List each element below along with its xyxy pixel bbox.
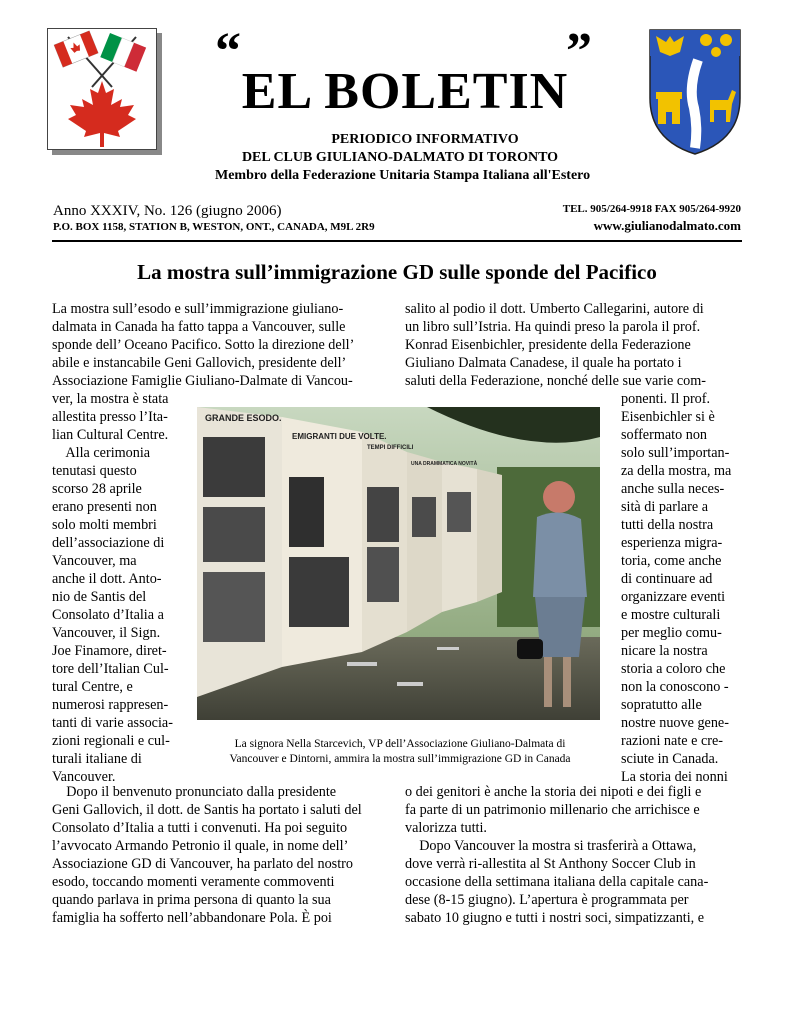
text-line: Consolato d’Italia a — [52, 607, 164, 623]
open-quote: “ — [215, 23, 241, 80]
caption-line: La signora Nella Starcevich, VP dell’Associazione Giuliano-Dalmata di — [234, 738, 566, 750]
text-line: sponde dell’ Oceano Pacifico. Sotto la direzione dell’ — [52, 337, 355, 353]
text-line: Vancouver. — [52, 769, 116, 785]
text-line: occasione della settimana italiana della capitale cana- — [405, 874, 709, 890]
text-line: Vancouver, il Sign. — [52, 625, 161, 641]
text-line: Eisenbichler si è — [621, 409, 715, 425]
panel-text-2: EMIGRANTI DUE VOLTE. — [292, 432, 387, 441]
subtitle-periodico: PERIODICO INFORMATIVO — [331, 132, 519, 147]
close-quote: ” — [566, 23, 592, 80]
text-line: tenutasi questo — [52, 463, 137, 479]
panel-text-4: UNA DRAMMATICA NOVITÀ — [411, 461, 478, 467]
text-line: abile e instancabile Geni Gallovich, presidente dell’ — [52, 355, 347, 371]
postal-address: P.O. BOX 1158, STATION B, WESTON, ONT., CANADA, M9L 2R9 — [53, 221, 375, 233]
text-line: esperienza migra- — [621, 535, 723, 551]
text-line: allestita presso l’Ita- — [52, 409, 168, 425]
text-line: tanti di varie associa- — [52, 715, 173, 731]
text-line: sciute in Canada. — [621, 751, 719, 767]
text-line: za della mostra, ma — [621, 463, 732, 479]
text-line: un libro sull’Istria. Ha quindi preso la parola il prof. — [405, 319, 701, 335]
text-line: nio de Santis del — [52, 589, 147, 605]
text-line: quando parlava in prima persona di quanto la sua — [52, 892, 331, 908]
article-headline: La mostra sull’immigrazione GD sulle sponde del Pacifico — [137, 260, 657, 284]
text-line: soffermato non — [621, 427, 708, 443]
text-line: l’avvocato Armando Petronio il quale, in nome dell’ — [52, 838, 349, 854]
text-line: scorso 28 aprile — [52, 481, 142, 497]
coat-of-arms — [648, 28, 742, 156]
phone-fax: TEL. 905/264-9918 FAX 905/264-9920 — [562, 203, 741, 215]
text-line: Associazione Famiglie Giuliano-Dalmate di Vancou- — [52, 373, 353, 389]
photo-caption — [200, 737, 600, 767]
subtitle-club: DEL CLUB GIULIANO-DALMATO DI TORONTO — [241, 150, 559, 165]
text-line: Alla cerimonia — [52, 445, 151, 461]
text-line: non la conoscono - — [621, 679, 729, 695]
text-line: nostre nuove gene- — [621, 715, 729, 731]
col1-bottom-text — [52, 783, 362, 927]
col1-narrow-text — [52, 390, 173, 786]
exhibition-photo-icon — [197, 407, 600, 720]
club-logo — [47, 28, 157, 150]
text-line: La storia dei nonni — [621, 769, 728, 785]
panel-text-1: GRANDE ESODO. — [205, 413, 282, 423]
text-line: storia a coloro che — [621, 661, 726, 677]
text-line: Consolato d’Italia a tutti i convenuti. Ha poi seguito — [52, 820, 348, 836]
text-line: Konrad Eisenbichler, presidente della Federazione — [405, 337, 691, 353]
text-line: ponenti. Il prof. — [621, 391, 711, 407]
text-line: dell’associazione di — [52, 535, 165, 551]
panel-text-3: TEMPI DIFFICILI — [367, 445, 414, 451]
text-line: zioni regionali e cul- — [52, 733, 170, 749]
text-line: valorizza tutti. — [405, 820, 487, 836]
col2-narrow-text — [621, 390, 731, 786]
text-line: tural Centre, e — [52, 679, 133, 695]
newsletter-title: EL BOLETIN — [241, 63, 569, 120]
text-line: Geni Gallovich, il dott. de Santis ha portato i saluti del — [52, 802, 362, 818]
text-line: di continuare ad — [621, 571, 713, 587]
text-line: lian Cultural Centre. — [52, 427, 169, 443]
text-line: Vancouver, ma — [52, 553, 137, 569]
text-line: sabato 10 giugno e tutti i nostri soci, simpatizzanti, e — [405, 910, 705, 926]
website-link[interactable]: www.giulianodalmato.com — [593, 218, 741, 233]
col2-bottom-text — [405, 783, 708, 927]
text-line: nicare la nostra — [621, 643, 708, 659]
subtitle-federazione: Membro della Federazione Unitaria Stampa Italiana all'Estero — [215, 168, 591, 183]
text-line: tore dell’Italian Cul- — [52, 661, 169, 677]
text-line: toria, come anche — [621, 553, 722, 569]
text-line: tutti della nostra — [621, 517, 714, 533]
col2-top-text — [405, 300, 706, 390]
text-line: o dei genitori è anche la storia dei nipoti e dei figli e — [405, 784, 702, 800]
exhibition-photo — [197, 407, 600, 720]
text-line: esodo, toccando momenti veramente commoventi — [52, 874, 335, 890]
text-line: famiglia ha sofferto nell’abbandonare Pola. È poi — [52, 910, 332, 926]
text-line: anche il dott. Anto- — [52, 571, 162, 587]
canada-italy-flags-icon — [48, 29, 156, 149]
text-line: dese (8-15 giugno). L’apertura è programmata per — [405, 892, 689, 908]
text-line: solo molti membri — [52, 517, 157, 533]
text-line: dove verrà ri-allestita al St Anthony Soccer Club in — [405, 856, 696, 872]
text-line: per meglio comu- — [621, 625, 722, 641]
text-line: sità di parlare a — [621, 499, 709, 515]
text-line: Dopo il benvenuto pronunciato dalla presidente — [52, 784, 337, 800]
text-line: turali italiane di — [52, 751, 142, 767]
text-line: ver, la mostra è stata — [52, 391, 169, 407]
coat-of-arms-icon — [648, 28, 742, 156]
text-line: saluti della Federazione, nonché delle sue varie com- — [405, 373, 706, 389]
caption-line: Vancouver e Dintorni, ammira la mostra sull’immigrazione GD in Canada — [229, 753, 571, 765]
text-line: anche sulla neces- — [621, 481, 725, 497]
text-line: fa parte di un patrimonio millenario che arrichisce e — [405, 802, 700, 818]
text-line: salito al podio il dott. Umberto Callegarini, autore di — [405, 301, 704, 317]
text-line: La mostra sull’esodo e sull’immigrazione giuliano- — [52, 301, 344, 317]
text-line: solo sull’importan- — [621, 445, 730, 461]
text-line: erano presenti non — [52, 499, 157, 515]
text-line: Giuliano Dalmata Canadese, il quale ha portato i — [405, 355, 682, 371]
text-line: organizzare eventi — [621, 589, 726, 605]
text-line: Dopo Vancouver la mostra si trasferirà a Ottawa, — [405, 838, 697, 854]
text-line: dalmata in Canada ha fatto tappa a Vancouver, sulle — [52, 319, 346, 335]
text-line: Associazione GD di Vancouver, ha parlato del nostro — [52, 856, 353, 872]
text-line: razioni nate e cre- — [621, 733, 724, 749]
header-divider — [52, 240, 742, 242]
col1-top-text — [52, 300, 354, 390]
text-line: Joe Finamore, diret- — [52, 643, 167, 659]
text-line: sopratutto alle — [621, 697, 702, 713]
text-line: numerosi rappresen- — [52, 697, 169, 713]
issue-info: Anno XXXIV, No. 126 (giugno 2006) — [53, 203, 282, 219]
text-line: e mostre culturali — [621, 607, 721, 623]
